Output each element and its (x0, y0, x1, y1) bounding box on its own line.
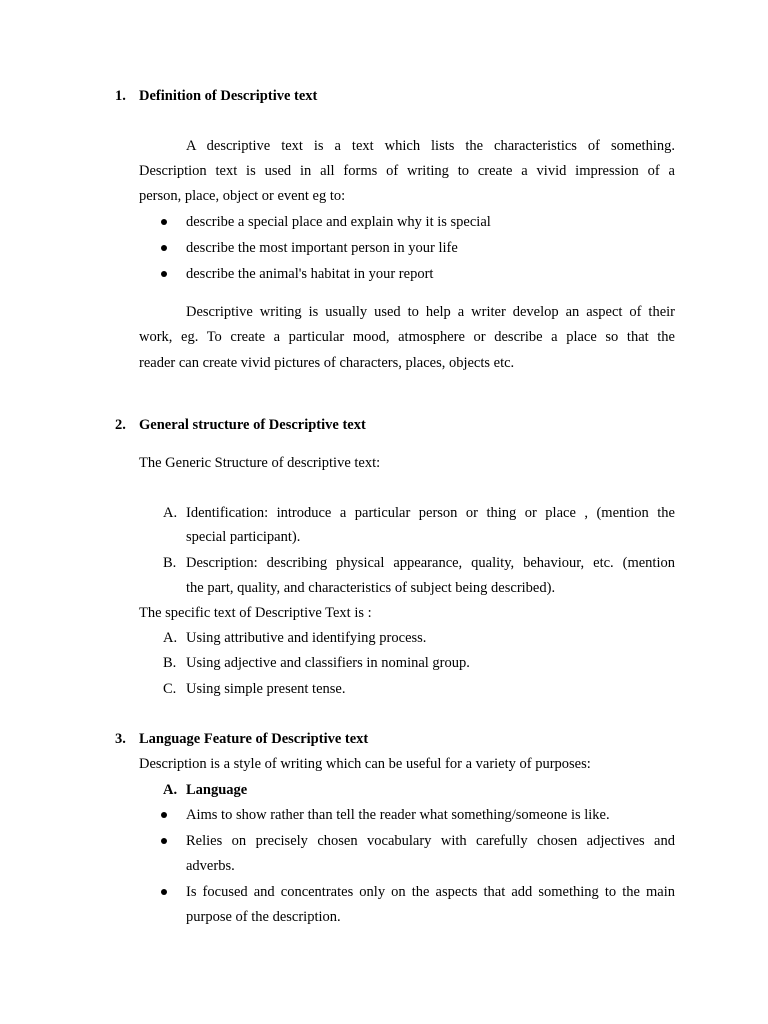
section-3-heading: Language Feature of Descriptive text (139, 731, 369, 747)
list-item: describe a special place and explain why it is special (186, 214, 491, 230)
paragraph-line: Description text is used in all forms of writing to create a vivid impression of a (139, 163, 675, 179)
list-letter: B. (163, 655, 177, 671)
paragraph-line: The specific text of Descriptive Text is : (139, 605, 372, 621)
list-item: Using adjective and classifiers in nominal group. (186, 655, 470, 671)
bullet-icon (161, 889, 167, 895)
sub-heading-letter: A. (163, 782, 178, 798)
list-item: special participant). (186, 529, 301, 545)
section-2-heading: General structure of Descriptive text (139, 417, 366, 433)
bullet-icon (161, 245, 167, 251)
list-item: Relies on precisely chosen vocabulary with carefully chosen adjectives and (186, 833, 675, 849)
list-item: Using simple present tense. (186, 681, 346, 697)
section-2-number: 2. (115, 417, 126, 433)
list-item: Aims to show rather than tell the reader what something/someone is like. (186, 807, 610, 823)
list-letter: A. (163, 630, 178, 646)
list-item: Identification: introduce a particular person or thing or place , (mention the (186, 505, 675, 521)
bullet-icon (161, 219, 167, 225)
section-1-number: 1. (115, 88, 126, 104)
list-item: the part, quality, and characteristics of subject being described). (186, 580, 556, 596)
section-1-heading: Definition of Descriptive text (139, 88, 318, 104)
list-item: purpose of the description. (186, 909, 341, 925)
list-letter: C. (163, 681, 177, 697)
paragraph-line: reader can create vivid pictures of characters, places, objects etc. (139, 355, 515, 371)
list-item: adverbs. (186, 858, 235, 874)
paragraph-line: Description is a style of writing which can be useful for a variety of purposes: (139, 756, 591, 772)
list-item: Is focused and concentrates only on the aspects that add something to the main (186, 884, 675, 900)
list-letter: B. (163, 555, 177, 571)
bullet-icon (161, 812, 167, 818)
list-letter: A. (163, 505, 178, 521)
paragraph-line: A descriptive text is a text which lists the characteristics of something. (186, 138, 675, 154)
paragraph-line: Descriptive writing is usually used to help a writer develop an aspect of their (186, 304, 675, 320)
bullet-icon (161, 271, 167, 277)
sub-heading: Language (186, 782, 248, 798)
list-item: describe the animal's habitat in your report (186, 266, 434, 282)
list-item: Description: describing physical appearance, quality, behaviour, etc. (mention (186, 555, 675, 571)
paragraph-line: person, place, object or event eg to: (139, 188, 346, 204)
paragraph-line: The Generic Structure of descriptive text: (139, 455, 381, 471)
list-item: describe the most important person in your life (186, 240, 458, 256)
bullet-icon (161, 838, 167, 844)
list-item: Using attributive and identifying process. (186, 630, 427, 646)
paragraph-line: work, eg. To create a particular mood, atmosphere or describe a place so that the (139, 329, 675, 345)
section-3-number: 3. (115, 731, 126, 747)
